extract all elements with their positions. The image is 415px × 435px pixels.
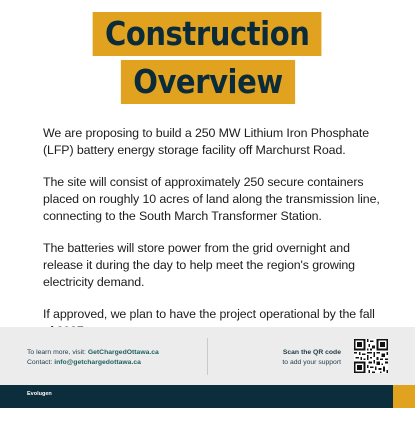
- qr-subtext: to add your support: [282, 358, 341, 366]
- page-title-line-1: Construction: [93, 12, 322, 56]
- learn-more-prefix: To learn more, visit:: [27, 349, 88, 356]
- website-link[interactable]: GetChargedOttawa.ca: [87, 349, 159, 356]
- qr-heading: Scan the QR code: [282, 349, 341, 356]
- footer-panel: [0, 327, 415, 385]
- paragraph-batteries: The batteries will store power from the grid overnight and release it during the day to help meet the region's growing electricity demand.: [43, 241, 355, 289]
- paragraph-site: The site will consist of approximately 250 secure containers placed on roughly 10 acres of land along the transmission line, connecting to the South March Transformer Station.: [43, 175, 380, 223]
- title-block: [0, 12, 415, 104]
- body-text: [43, 125, 385, 355]
- paragraph-timeline: If approved, we plan to have the project operational by the fall: [43, 307, 375, 321]
- learn-more-line: [27, 348, 159, 358]
- brand-logo: Evolugen: [27, 391, 52, 397]
- page-title-line-2: Overview: [120, 60, 294, 104]
- contact-line: [27, 358, 159, 368]
- qr-code-icon[interactable]: [354, 339, 388, 373]
- bottom-accent-block: [393, 385, 415, 408]
- email-link[interactable]: info@getchargedottawa.ca: [54, 358, 141, 366]
- contact-prefix: Contact:: [27, 358, 55, 366]
- contact-info: [27, 348, 159, 367]
- qr-caption: [282, 348, 341, 367]
- paragraph-intro: We are proposing to build a 250 MW Lithium Iron Phosphate (LFP) battery energy storage facility off Marchurst Road.: [43, 126, 370, 157]
- footer-divider: [207, 338, 208, 375]
- bottom-brand-bar: [0, 385, 393, 408]
